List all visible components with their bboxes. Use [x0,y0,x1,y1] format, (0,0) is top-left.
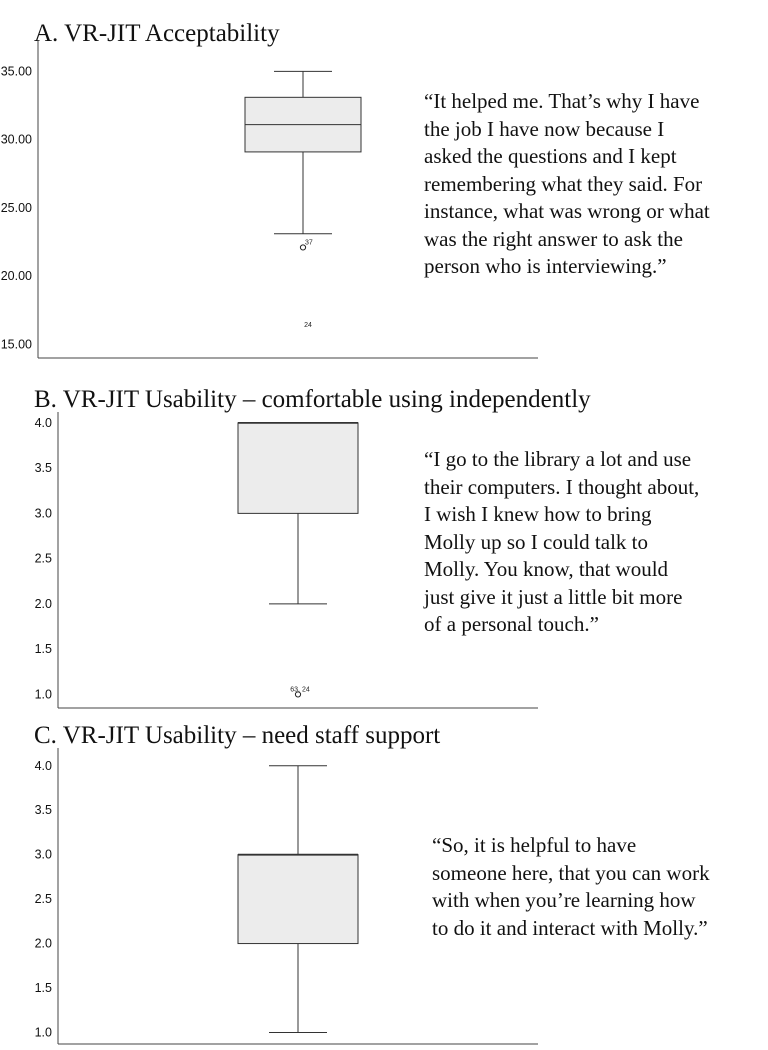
y-tick-label: 2.0 [34,596,52,611]
y-tick-label: 3.5 [34,803,52,818]
y-tick-label: 3.0 [34,847,52,862]
outlier-label: 37 [305,239,313,247]
y-tick-label: 4.0 [34,415,52,430]
chart-title: A. VR-JIT Acceptability [34,20,280,47]
y-tick-label: 20.00 [0,269,32,284]
quote-text: “I go to the library a lot and use their computers. I thought about, I wish I knew how to bring Molly up so I could talk to Molly. You know, that would just give it just a little bit more of a personal touch.” [424,447,700,636]
iqr-box [238,423,358,514]
y-tick-label: 15.00 [0,337,32,352]
chart-title: B. VR-JIT Usability – comfortable using independently [34,386,591,413]
outlier-label: 63, 24 [290,686,310,694]
y-tick-label: 1.0 [34,1025,52,1040]
y-tick-label: 1.0 [34,687,52,702]
chart-title: C. VR-JIT Usability – need staff support [34,722,441,749]
panel-b [0,386,768,716]
y-tick-label: 3.5 [34,461,52,476]
y-tick-label: 25.00 [0,200,32,215]
y-tick-label: 4.0 [34,758,52,773]
quote-text: “So, it is helpful to have someone here, that you can work with when you’re learning how to do it and interact with Molly.” [432,833,710,940]
outlier-label: 24 [304,321,312,329]
y-tick-label: 1.5 [34,981,52,995]
y-tick-label: 30.00 [0,132,32,147]
y-tick-label: 3.0 [34,506,52,521]
y-tick-label: 2.5 [34,551,52,566]
quote-text: “It helped me. That’s why I have the job I have now because I asked the questions and I kept remembering what they said. For instance, what was wrong or what was the right answer to ask the person who is interviewing.” [424,89,710,278]
y-tick-label: 1.5 [34,642,52,657]
y-tick-label: 2.5 [34,892,52,907]
y-tick-label: 2.0 [34,936,52,951]
panel-a [0,20,768,370]
panel-c [0,722,768,1050]
iqr-box [238,855,358,944]
y-tick-label: 35.00 [0,64,32,79]
